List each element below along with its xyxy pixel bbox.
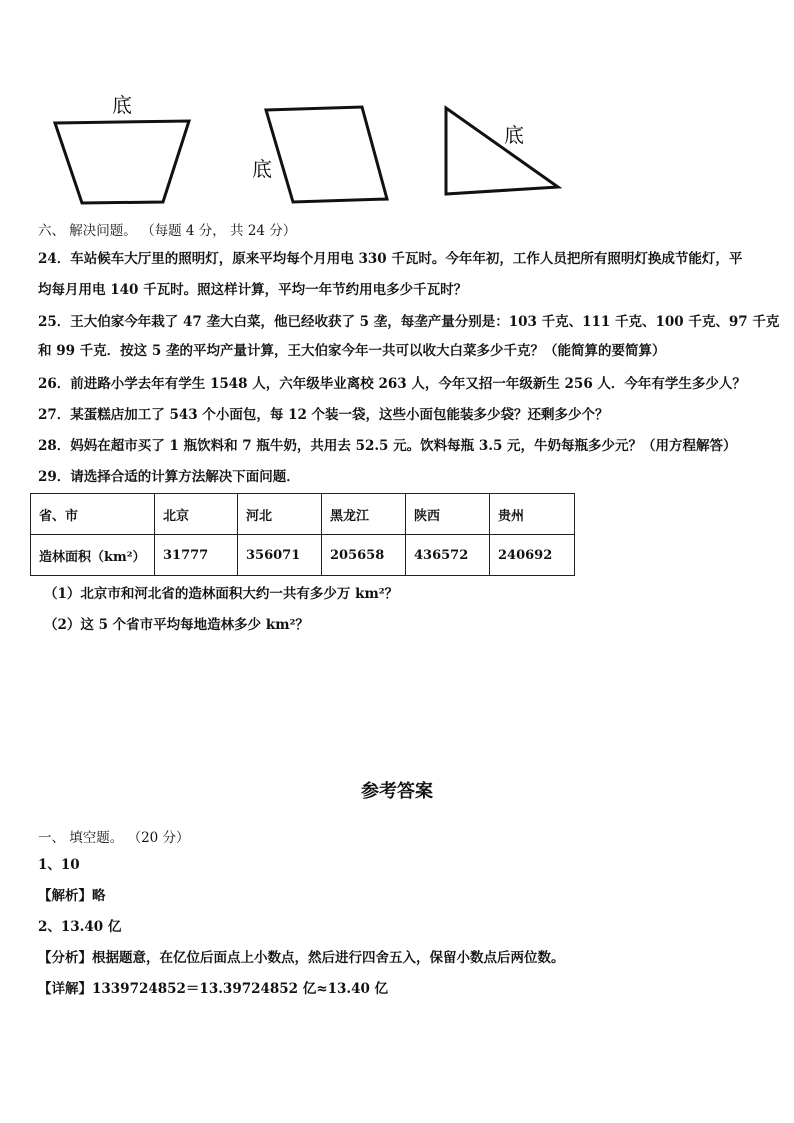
question-25-line2: 和 99 千克．按这 5 垄的平均产量计算，王大伯家今年一共可以收大白菜多少千克？（能简算的要简算）: [38, 343, 666, 359]
answer-1: 1、10: [38, 857, 80, 873]
table-cell: 356071: [238, 535, 322, 576]
parallelogram-shape: [252, 107, 387, 202]
answer-2-detail: 【详解】1339724852＝13.39724852 亿≈13.40 亿: [38, 981, 389, 997]
trapezoid-base-label: 底: [112, 93, 132, 117]
triangle-base-label: 底: [504, 123, 524, 147]
table-cell: 31777: [155, 535, 238, 576]
table-cell: 240692: [490, 535, 575, 576]
triangle-shape: [446, 108, 558, 194]
table-row: [31, 535, 575, 576]
question-26: 26．前进路小学去年有学生 1548 人，六年级毕业离校 263 人，今年又招一年级新生 256 人．今年有学生多少人？: [38, 376, 746, 392]
shapes-figure: [0, 90, 794, 210]
question-24-line2: 均每月用电 140 千瓦时。照这样计算，平均一年节约用电多少千瓦时？: [38, 282, 468, 298]
answers-title: 参考答案: [361, 781, 433, 802]
trapezoid-shape: [55, 93, 189, 203]
question-24-line1: 24．车站候车大厅里的照明灯，原来平均每个月用电 330 千瓦时。今年年初，工作人员把所有照明灯换成节能灯，平: [38, 251, 743, 267]
question-29: 29．请选择合适的计算方法解决下面问题．: [38, 469, 300, 485]
table-header-cell: 陕西: [406, 494, 490, 535]
subquestion-1: （1）北京市和河北省的造林面积大约一共有多少万 km²？: [44, 586, 399, 602]
table-header-cell: 黑龙江: [322, 494, 406, 535]
table-cell: 436572: [406, 535, 490, 576]
question-27: 27．某蛋糕店加工了 543 个小面包，每 12 个装一袋，这些小面包能装多少袋？还剩多少个？: [38, 407, 609, 423]
answer-1-analysis: 【解析】略: [38, 888, 106, 904]
parallelogram-base-label: 底: [252, 157, 272, 181]
answers-section1-heading: 一、 填空题。 （20 分）: [38, 830, 190, 846]
question-25-line1: 25．王大伯家今年栽了 47 垄大白菜，他已经收获了 5 垄，每垄产量分别是：103 千克、111 千克、100 千克、97 千克: [38, 314, 780, 330]
table-row-label: 造林面积（km²）: [31, 535, 155, 576]
question-28: 28．妈妈在超市买了 1 瓶饮料和 7 瓶牛奶，共用去 52.5 元。饮料每瓶 3.5 元，牛奶每瓶多少元？（用方程解答）: [38, 438, 737, 454]
answer-2: 2、13.40 亿: [38, 919, 122, 935]
table-cell: 205658: [322, 535, 406, 576]
afforestation-table: [30, 493, 575, 576]
section6-heading: 六、 解决问题。 （每题 4 分， 共 24 分）: [38, 223, 297, 239]
subquestion-2: （2）这 5 个省市平均每地造林多少 km²？: [44, 617, 309, 633]
table-header-cell: 贵州: [490, 494, 575, 535]
table-header-cell: 河北: [238, 494, 322, 535]
table-row: [31, 494, 575, 535]
answer-2-analysis: 【分析】根据题意，在亿位后面点上小数点，然后进行四舍五入，保留小数点后两位数。: [38, 950, 565, 966]
table-header-cell: 北京: [155, 494, 238, 535]
table-header-cell: 省、市: [31, 494, 155, 535]
